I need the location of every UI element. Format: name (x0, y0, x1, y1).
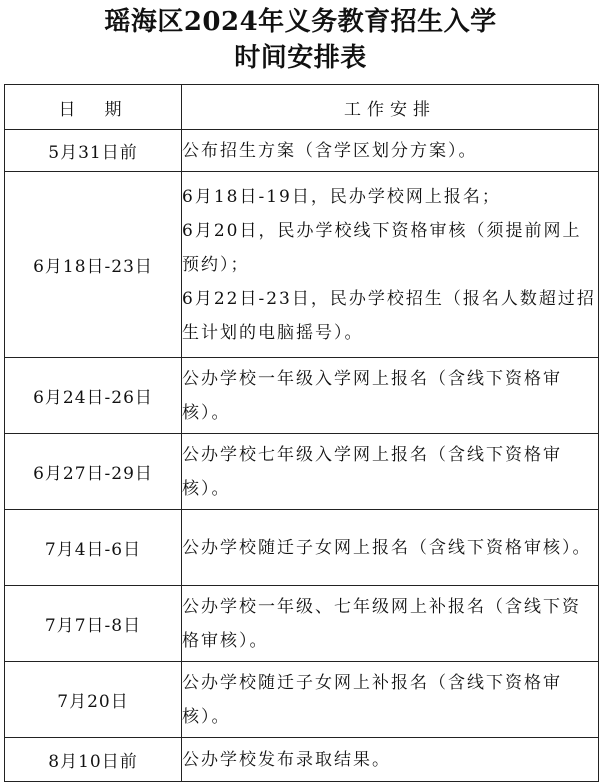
arrangement-line: 6月20日，民办学校线下资格审核（须提前网上预约）； (182, 220, 582, 275)
arrangement-line: 6月22日-23日，民办学校招生（报名人数超过招生计划的电脑摇号）。 (182, 288, 596, 343)
arrangement-line: 公办学校一年级、七年级网上补报名（含线下资格审核）。 (182, 596, 581, 651)
row-date: 7月7日-8日 (5, 586, 182, 662)
table-row (5, 434, 599, 510)
document-subtitle: 时间安排表 (234, 43, 367, 73)
row-date: 5月31日前 (5, 130, 182, 172)
row-arrangement (182, 172, 599, 358)
table-row (5, 586, 599, 662)
row-date: 6月24日-26日 (5, 358, 182, 434)
table-row (5, 662, 599, 738)
row-arrangement (182, 130, 599, 172)
header-date: 日 期 (5, 85, 182, 130)
row-arrangement (182, 434, 599, 510)
table-header-row (5, 85, 599, 130)
row-date: 6月18日-23日 (5, 172, 182, 358)
arrangement-line: 公办学校随迁子女网上报名（含线下资格审核）。 (182, 537, 592, 558)
table-row (5, 738, 599, 782)
table-row (5, 172, 599, 358)
arrangement-line: 公办学校七年级入学网上报名（含线下资格审核）。 (182, 444, 562, 499)
table-row (5, 130, 599, 172)
row-date: 7月20日 (5, 662, 182, 738)
row-arrangement (182, 662, 599, 738)
row-arrangement (182, 510, 599, 586)
arrangement-line: 6月18日-19日，民办学校网上报名； (182, 186, 501, 207)
table-row (5, 358, 599, 434)
arrangement-line: 公办学校随迁子女网上补报名（含线下资格审核）。 (182, 672, 562, 727)
header-arrangement: 工作安排 (182, 85, 599, 130)
arrangement-line: 公办学校一年级入学网上报名（含线下资格审核）。 (182, 368, 562, 423)
table-row (5, 510, 599, 586)
row-date: 8月10日前 (5, 738, 182, 782)
row-arrangement (182, 586, 599, 662)
arrangement-line: 公办学校发布录取结果。 (182, 749, 391, 770)
row-arrangement (182, 738, 599, 782)
document (0, 6, 601, 772)
row-arrangement (182, 358, 599, 434)
row-date: 7月4日-6日 (5, 510, 182, 586)
arrangement-line: 公布招生方案（含学区划分方案）。 (182, 140, 478, 161)
document-title: 瑶海区2024年义务教育招生入学 (104, 7, 497, 37)
schedule-table (4, 84, 599, 782)
row-date: 6月27日-29日 (5, 434, 182, 510)
